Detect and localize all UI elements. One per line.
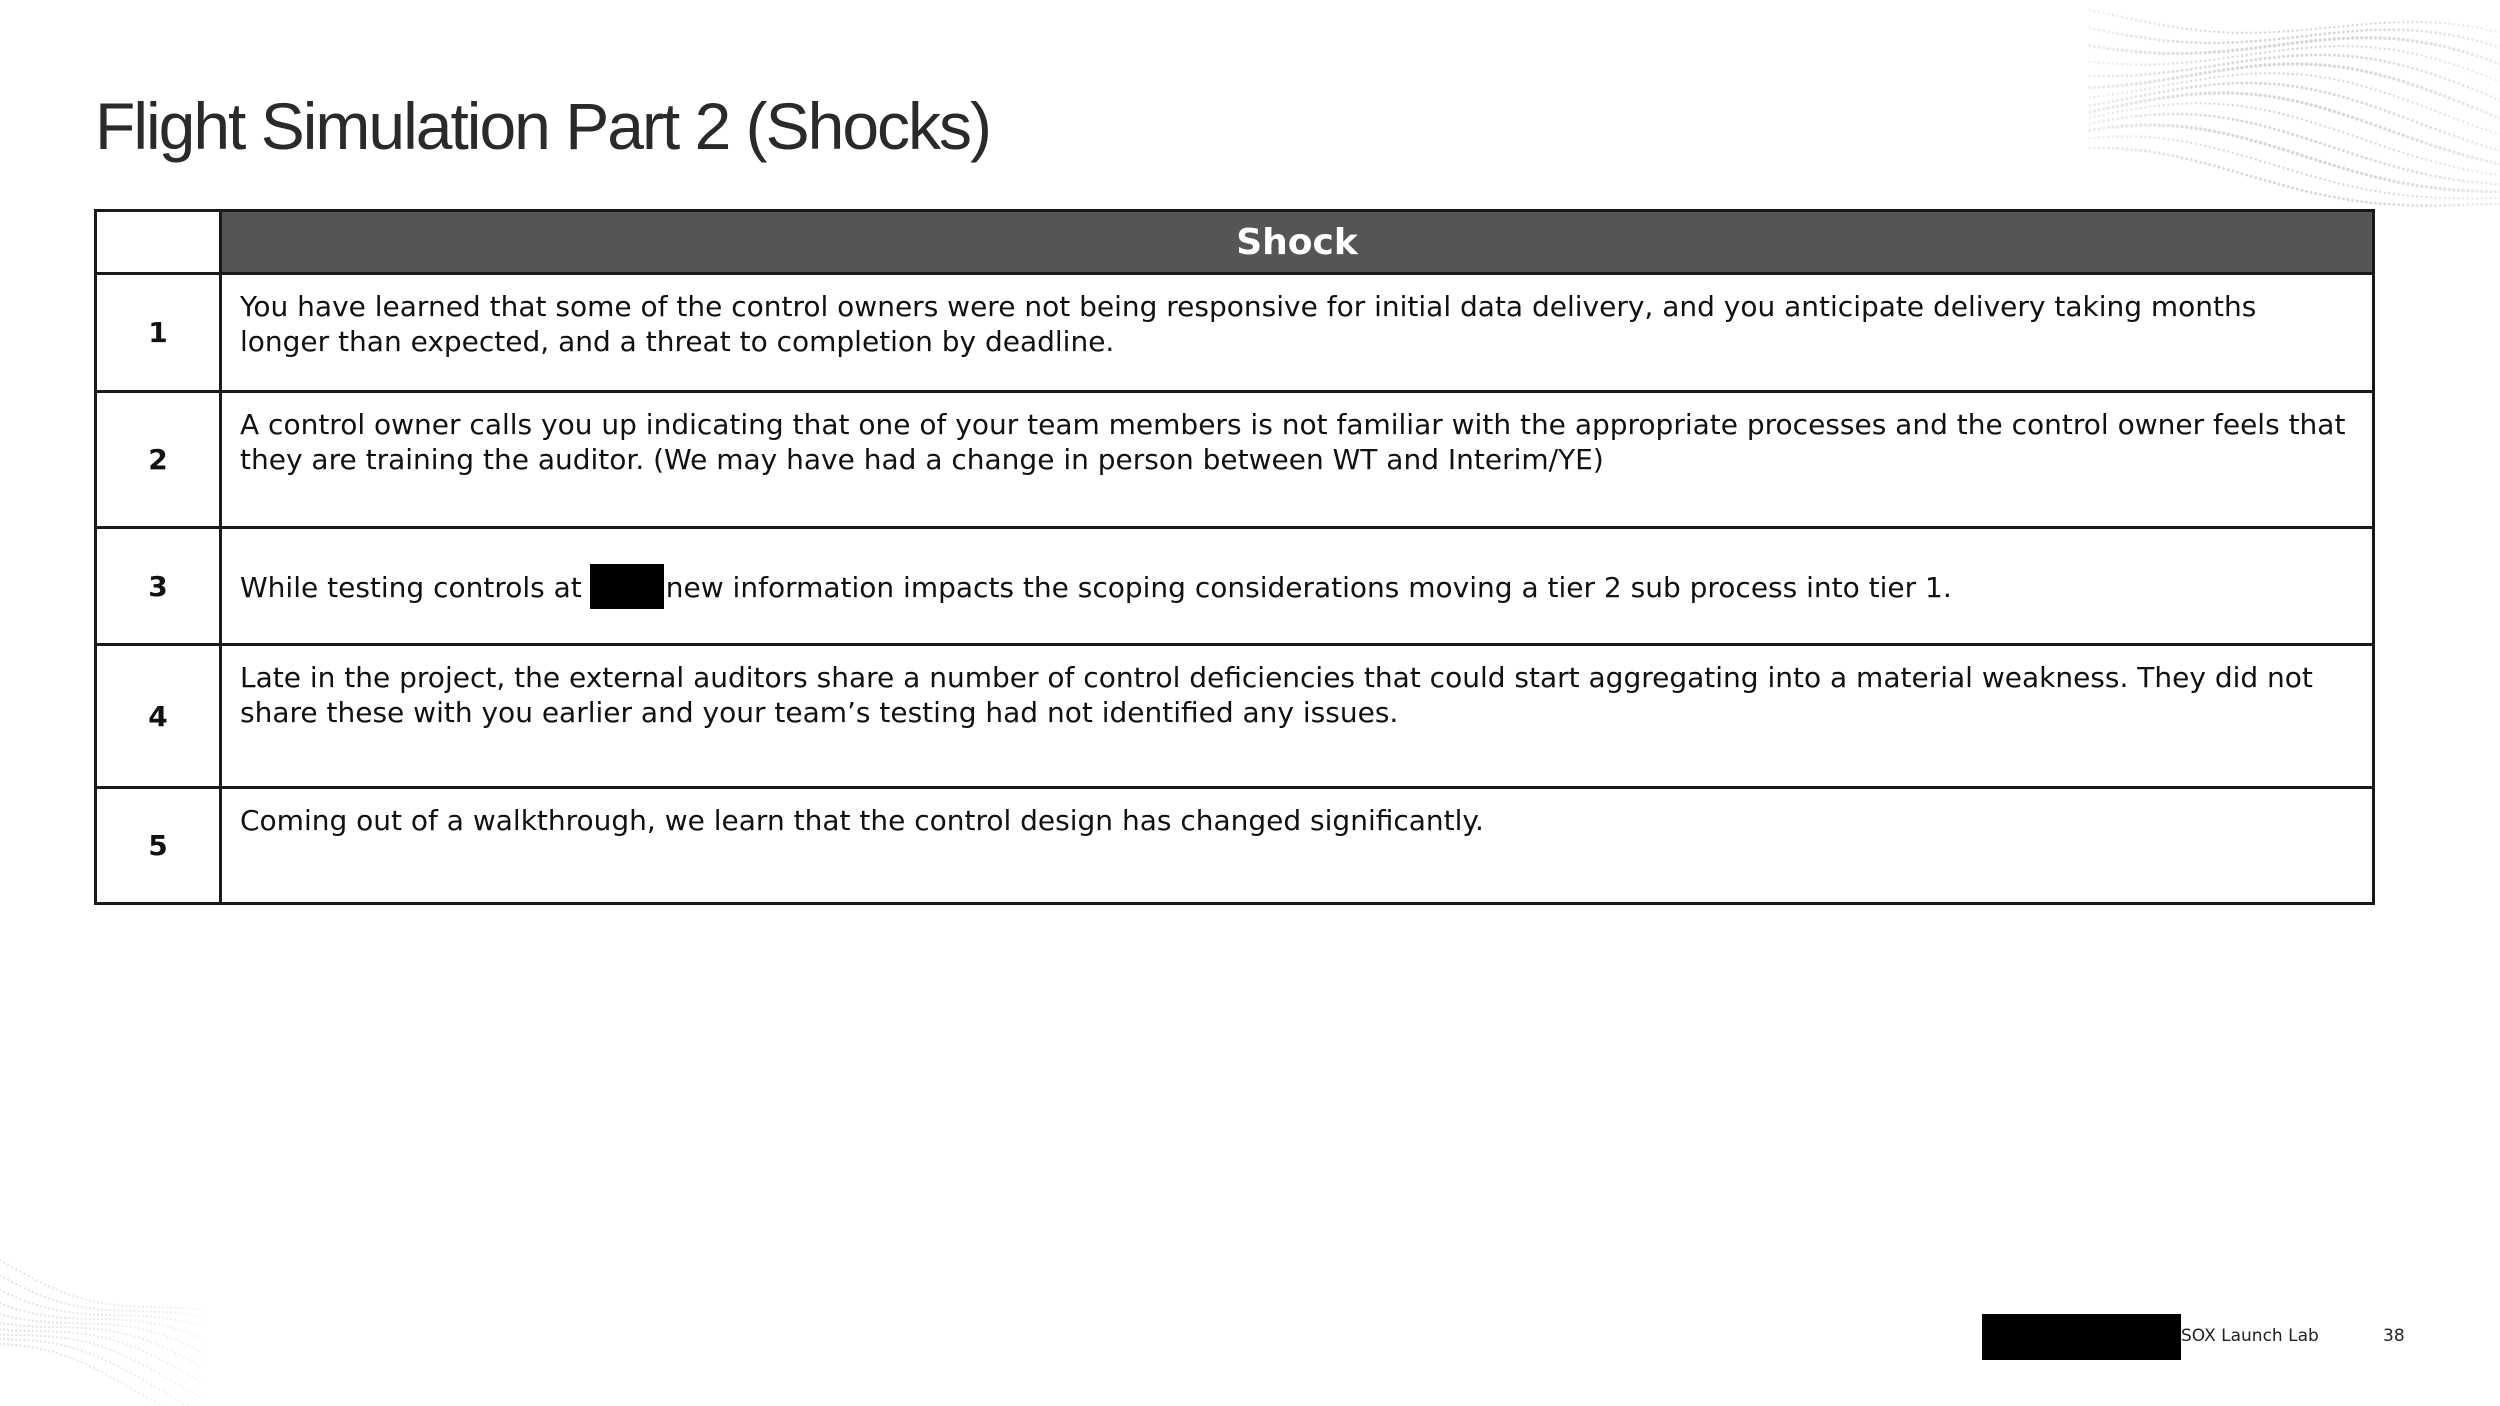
shock-description-end: new information impacts the scoping considerations moving a tier 2 sub process into tier 1. <box>665 570 1952 604</box>
row-number: 3 <box>96 528 221 645</box>
shock-description <box>221 528 2374 645</box>
header-number-cell <box>96 211 221 274</box>
table-row <box>96 645 2374 788</box>
shock-description: You have learned that some of the control owners were not being responsive for initial data delivery, and you anticipate delivery taking months longer than expected, and a threat to completion by deadline. <box>221 274 2374 392</box>
row-number: 4 <box>96 645 221 788</box>
page-number: 38 <box>2383 1326 2405 1346</box>
row-number: 5 <box>96 788 221 904</box>
row-number: 1 <box>96 274 221 392</box>
shock-description: A control owner calls you up indicating that one of your team members is not familiar with the appropriate processes and the control owner feels that they are training the auditor. (We may have had a change in person between WT and Interim/YE) <box>221 392 2374 528</box>
redaction-box <box>590 564 664 609</box>
header-shock-cell: Shock <box>221 211 2374 274</box>
table-row <box>96 528 2374 645</box>
shock-description-start: While testing controls at <box>240 570 582 604</box>
row-number: 2 <box>96 392 221 528</box>
footer-label: SOX Launch Lab <box>2181 1326 2319 1346</box>
shock-table <box>94 209 2375 905</box>
decorative-dot-pattern-bottom <box>0 1220 220 1406</box>
table-row <box>96 274 2374 392</box>
footer-redaction-box <box>1982 1314 2181 1360</box>
table-header-row <box>96 211 2374 274</box>
shock-description: Late in the project, the external auditors share a number of control deficiencies that could start aggregating into a material weakness. They did not share these with you earlier and your team’s testing had not identified any issues. <box>221 645 2374 788</box>
slide-title: Flight Simulation Part 2 (Shocks) <box>95 89 991 163</box>
table-row <box>96 788 2374 904</box>
decorative-dot-pattern <box>2060 0 2500 240</box>
shock-description: Coming out of a walkthrough, we learn that the control design has changed significantly. <box>221 788 2374 904</box>
table-row <box>96 392 2374 528</box>
